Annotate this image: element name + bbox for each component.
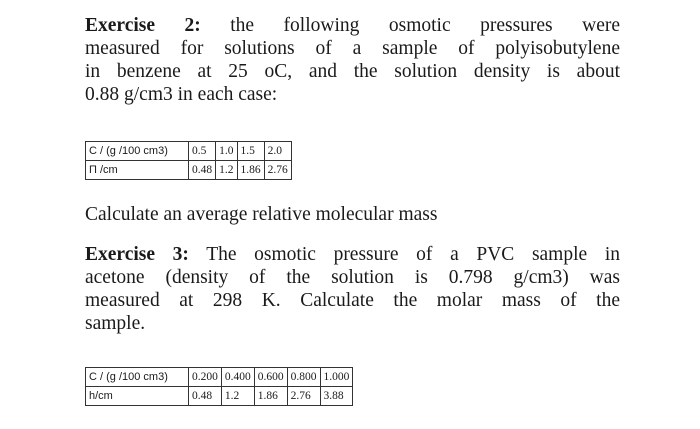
table-cell: 1.86 bbox=[254, 387, 287, 406]
table-cell: 0.200 bbox=[189, 368, 222, 387]
exercise-3-line-4: sample. bbox=[85, 313, 146, 334]
exercise-3-line-3: measured at 298 K. Calculate the molar mass of the bbox=[85, 290, 620, 311]
exercise-2-line-4: 0.88 g/cm3 in each case: bbox=[85, 84, 278, 105]
row-label-concentration: C / (g /100 cm3) bbox=[86, 142, 189, 161]
exercise-2-text-1: the following osmotic pressures were bbox=[230, 15, 621, 36]
exercise-2-line-2: measured for solutions of a sample of polyisobutylene bbox=[85, 38, 620, 59]
exercise-3-table bbox=[85, 367, 353, 406]
table-cell: 0.600 bbox=[254, 368, 287, 387]
table-cell: 0.400 bbox=[221, 368, 254, 387]
exercise-2-line-3: in benzene at 25 oC, and the solution density is about bbox=[85, 61, 620, 82]
table-cell: 3.88 bbox=[320, 387, 353, 406]
table-cell: 2.0 bbox=[264, 142, 291, 161]
table-row bbox=[86, 368, 353, 387]
exercise-2-instruction: Calculate an average relative molecular mass bbox=[85, 204, 438, 225]
exercise-2-title: Exercise 2: bbox=[85, 15, 201, 36]
table-cell: 1.2 bbox=[221, 387, 254, 406]
exercise-3-line-1 bbox=[85, 243, 620, 266]
table-cell: 0.48 bbox=[189, 387, 222, 406]
exercise-3-line-2: acetone (density of the solution is 0.798 g/cm3) was bbox=[85, 267, 620, 288]
row-label-pressure: Π /cm bbox=[86, 161, 189, 180]
table-cell: 0.800 bbox=[287, 368, 320, 387]
table-cell: 1.86 bbox=[237, 161, 264, 180]
table-cell: 0.5 bbox=[189, 142, 216, 161]
table-row bbox=[86, 387, 353, 406]
table-cell: 1.2 bbox=[216, 161, 237, 180]
table-cell: 2.76 bbox=[264, 161, 291, 180]
row-label-concentration: C / (g /100 cm3) bbox=[86, 368, 189, 387]
exercise-2-line-1 bbox=[85, 14, 620, 37]
exercise-3-paragraph bbox=[85, 243, 620, 335]
table-row bbox=[86, 161, 292, 180]
exercise-2-paragraph bbox=[85, 14, 620, 106]
table-cell: 1.0 bbox=[216, 142, 237, 161]
exercise-2-table bbox=[85, 141, 292, 180]
table-cell: 1.000 bbox=[320, 368, 353, 387]
table-cell: 1.5 bbox=[237, 142, 264, 161]
exercise-3-title: Exercise 3: bbox=[85, 244, 189, 265]
table-row bbox=[86, 142, 292, 161]
table-cell: 2.76 bbox=[287, 387, 320, 406]
row-label-height: h/cm bbox=[86, 387, 189, 406]
table-cell: 0.48 bbox=[189, 161, 216, 180]
exercise-3-text-1: The osmotic pressure of a PVC sample in bbox=[206, 244, 620, 265]
